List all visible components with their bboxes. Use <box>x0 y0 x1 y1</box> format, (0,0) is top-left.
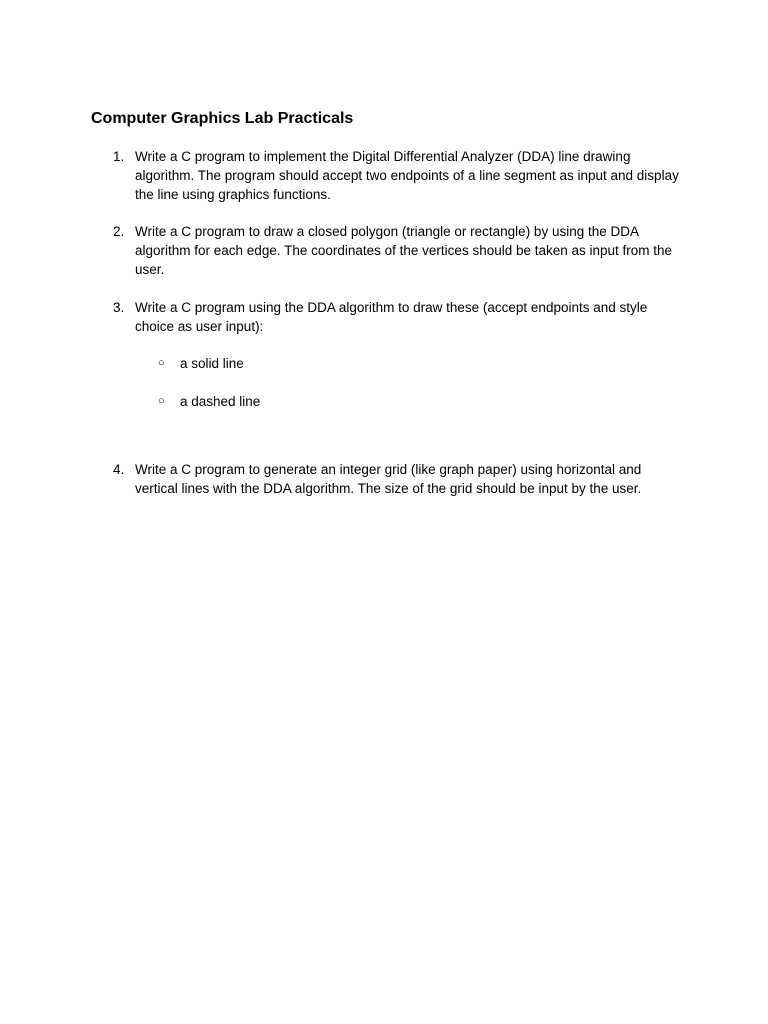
sub-list-item-text: a solid line <box>180 356 244 371</box>
list-item-number: 4. <box>113 462 125 477</box>
list-item-number: 1. <box>113 149 125 164</box>
list-item-number: 2. <box>113 224 125 239</box>
hollow-bullet-icon: ○ <box>158 357 165 369</box>
list-item-number: 3. <box>113 300 125 315</box>
hollow-bullet-icon: ○ <box>158 395 165 407</box>
list-item-text: Write a C program using the DDA algorithm to draw these (accept endpoints and style choice as user input): <box>135 300 648 334</box>
sub-list-item-text: a dashed line <box>180 394 261 409</box>
document-title: Computer Graphics Lab Practicals <box>91 110 354 127</box>
list-item-text: Write a C program to draw a closed polygon (triangle or rectangle) by using the DDA algorithm for each edge. The coordinates of the vertices should be taken as input from the user. <box>135 224 673 277</box>
list-item-text: Write a C program to generate an integer grid (like graph paper) using horizontal and vertical lines with the DDA algorithm. The size of the grid should be input by the user. <box>135 462 642 496</box>
list-item-text: Write a C program to implement the Digital Differential Analyzer (DDA) line drawing algorithm. The program should accept two endpoints of a line segment as input and display the line using graphics functions. <box>135 149 679 202</box>
